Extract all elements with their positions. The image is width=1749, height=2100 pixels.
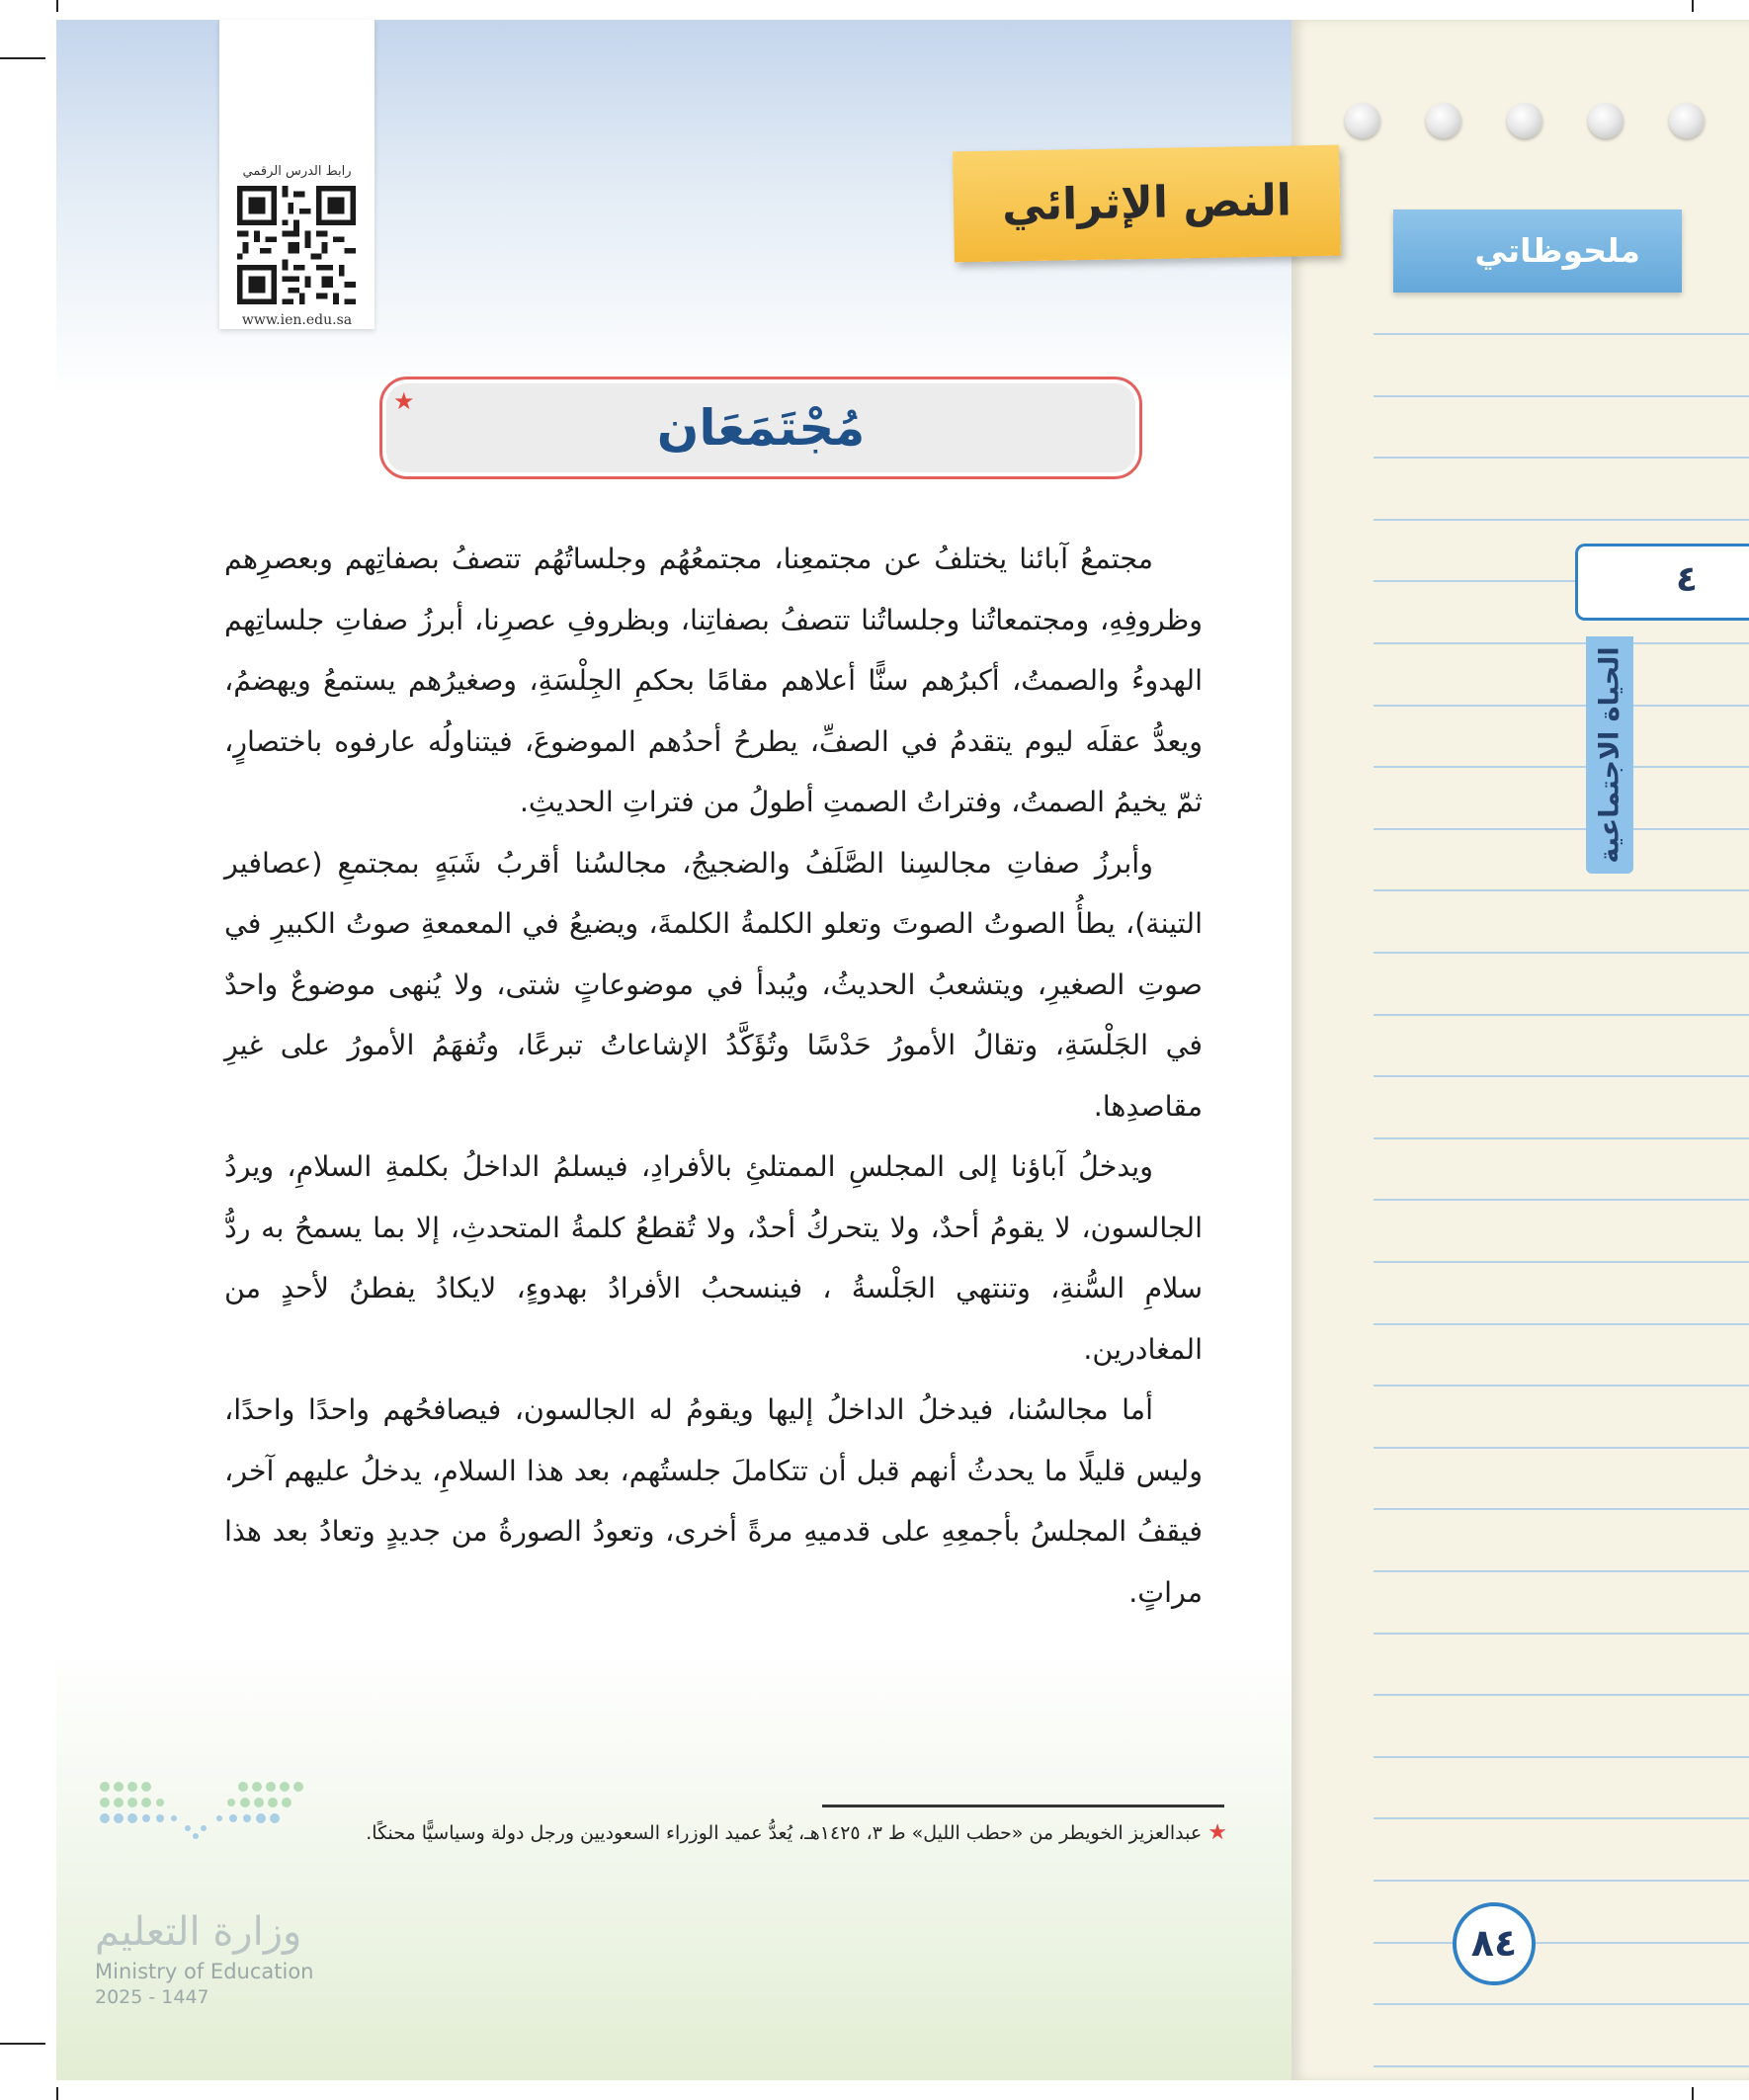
notes-rule-line — [1374, 1014, 1749, 1016]
binder-ring-icon — [1669, 103, 1705, 138]
article-title: مُجْتَمَعَان — [656, 399, 866, 457]
qr-caption-bottom[interactable]: www.ien.edu.sa — [241, 312, 353, 328]
notes-rule-line — [1374, 766, 1749, 768]
notes-rule-line — [1374, 1137, 1749, 1139]
ministry-name-arabic: وزارة التعليم — [95, 1909, 302, 1955]
ministry-logo-icon — [95, 1779, 307, 1907]
notes-rule-line — [1374, 1199, 1749, 1201]
notes-rule-line — [1374, 2003, 1749, 2005]
unit-tab[interactable] — [1586, 636, 1633, 874]
footnote — [306, 1820, 1227, 1845]
star-icon: ★ — [393, 387, 415, 415]
crop-mark — [1692, 0, 1694, 12]
notes-rule-line — [1374, 705, 1749, 707]
notes-rule-line — [1374, 1447, 1749, 1449]
notes-rule-line — [1374, 333, 1749, 335]
notes-rule-line — [1374, 642, 1749, 644]
notes-rule-line — [1374, 1385, 1749, 1386]
article-title-box — [379, 377, 1142, 479]
footnote-text: عبدالعزيز الخويطر من «حطب الليل» ط ٣، ١٤٢٥هـ، يُعدُّ عميد الوزراء السعوديين ورجل دولة وسياسيًّا محنكًا. — [366, 1822, 1203, 1844]
notes-rule-line — [1374, 1075, 1749, 1077]
ministry-name-english: Ministry of Education — [95, 1960, 314, 1983]
paragraph: ويدخلُ آباؤنا إلى المجلسِ الممتلئِ بالأفرادِ، فيسلمُ الداخلُ بكلمةِ السلامِ، ويردُ الجالسون، لا يقومُ أحدٌ، ولا يتحركُ أحدٌ، ولا تُقطعُ كلمةُ المتحدثِ، إلا بما يسمحُ به ردُّ سلامِ السُّنةِ، وتنتهي الجَلْسةُ ، فينسحبُ الأفرادُ بهدوءٍ، لايكادُ يفطنُ لأحدٍ من المغادرين. — [224, 1150, 1203, 1366]
qr-card[interactable] — [219, 20, 375, 329]
notes-rule-line — [1374, 519, 1749, 521]
notes-rule-line — [1374, 1261, 1749, 1263]
unit-number: ٤ — [1575, 544, 1749, 621]
binder-ring-icon — [1588, 103, 1624, 138]
binder-ring-icon — [1507, 103, 1542, 138]
footnote-rule — [822, 1805, 1224, 1807]
qr-caption-top: رابط الدرس الرقمي — [242, 164, 352, 179]
notes-rule-line — [1374, 952, 1749, 954]
notes-rule-line — [1374, 1570, 1749, 1572]
binder-ring-icon — [1426, 103, 1461, 138]
crop-mark — [56, 0, 58, 12]
notes-rule-line — [1374, 1880, 1749, 1882]
crop-mark — [1692, 2087, 1694, 2100]
notes-label: ملحوظاتي — [1393, 210, 1682, 293]
article-body — [224, 529, 1203, 1623]
notes-rule-line — [1374, 395, 1749, 397]
star-icon: ★ — [1208, 1820, 1227, 1845]
section-banner: النص الإثرائي — [953, 145, 1341, 263]
page-number: ٨٤ — [1453, 1902, 1536, 1985]
notes-rule-line — [1374, 1508, 1749, 1510]
crop-mark — [56, 2087, 58, 2100]
unit-title: الحياة الاجتماعية — [1594, 646, 1625, 864]
notes-rule-line — [1374, 2065, 1749, 2067]
paragraph: أما مجالسُنا، فيدخلُ الداخلُ إليها ويقومُ له الجالسون، فيصافحُهم واحدًا واحدًا، وليس قليلًا ما يحدثُ أنهم قبل أن تتكاملَ جلستُهم، بعد هذا السلامِ، يدخلُ عليهم آخر، فيقفُ المجلسُ بأجمعِهِ على قدميهِ مرةً أخرى، وتعودُ الصورةُ من جديدٍ وتعادُ بعد هذا مراتٍ. — [224, 1393, 1203, 1609]
notes-rule-line — [1374, 1756, 1749, 1758]
notes-rule-line — [1374, 1694, 1749, 1696]
crop-mark — [0, 57, 45, 59]
notes-rule-line — [1374, 1633, 1749, 1635]
qr-code-icon[interactable] — [237, 186, 356, 304]
notes-rule-line — [1374, 1817, 1749, 1819]
paragraph: وأبرزُ صفاتِ مجالسِنا الصَّلَفُ والضجيجُ، مجالسُنا أقربُ شَبَهٍ بمجتمعِ (عصافير التينة)، يطأُ الصوتُ الصوتَ وتعلو الكلمةُ الكلمةَ، ويضيعُ في المعمعةِ صوتُ الكبيرِ في صوتِ الصغيرِ، ويتشعبُ الحديثُ، ويُبدأ في موضوعاتٍ شتى، ولا يُنهى موضوعٌ واحدٌ في الجَلْسَةِ، وتقالُ الأمورُ حَدْسًا وتُؤَكَّدُ الإشاعاتُ تبرعًا، وتُفهَمُ الأمورُ على غيرِ مقاصدِها. — [224, 846, 1203, 1123]
academic-year: 2025 - 1447 — [95, 1986, 209, 2008]
notes-rule-line — [1374, 1942, 1749, 1944]
crop-mark — [0, 2043, 45, 2045]
notes-rule-line — [1374, 828, 1749, 830]
notes-rule-line — [1374, 889, 1749, 891]
notes-column — [1291, 20, 1749, 2080]
notes-rule-line — [1374, 457, 1749, 459]
binder-ring-icon — [1345, 103, 1380, 138]
notes-rule-line — [1374, 1323, 1749, 1325]
paragraph: مجتمعُ آبائنا يختلفُ عن مجتمعِنا، مجتمعُهُم وجلساتُهُم تتصفُ بصفاتِهم وبعصرِهم وظروفِهِ، ومجتمعاتُنا وجلساتُنا تتصفُ بصفاتِنا، وبظروفِ عصرِنا، أبرزُ صفاتِ جلساتِهم الهدوءُ والصمتُ، أكبرُهم سنًّا أعلاهم مقامًا بحكمِ الجِلْسَةِ، وصغيرُهم يستمعُ ويهضمُ، ويعدُّ عقلَه ليوم يتقدمُ في الصفِّ، يطرحُ أحدُهم الموضوعَ، فيتناولُه عارفوه باختصارٍ، ثمّ يخيمُ الصمتُ، وفتراتُ الصمتِ أطولُ من فتراتِ الحديثِ. — [224, 543, 1203, 818]
